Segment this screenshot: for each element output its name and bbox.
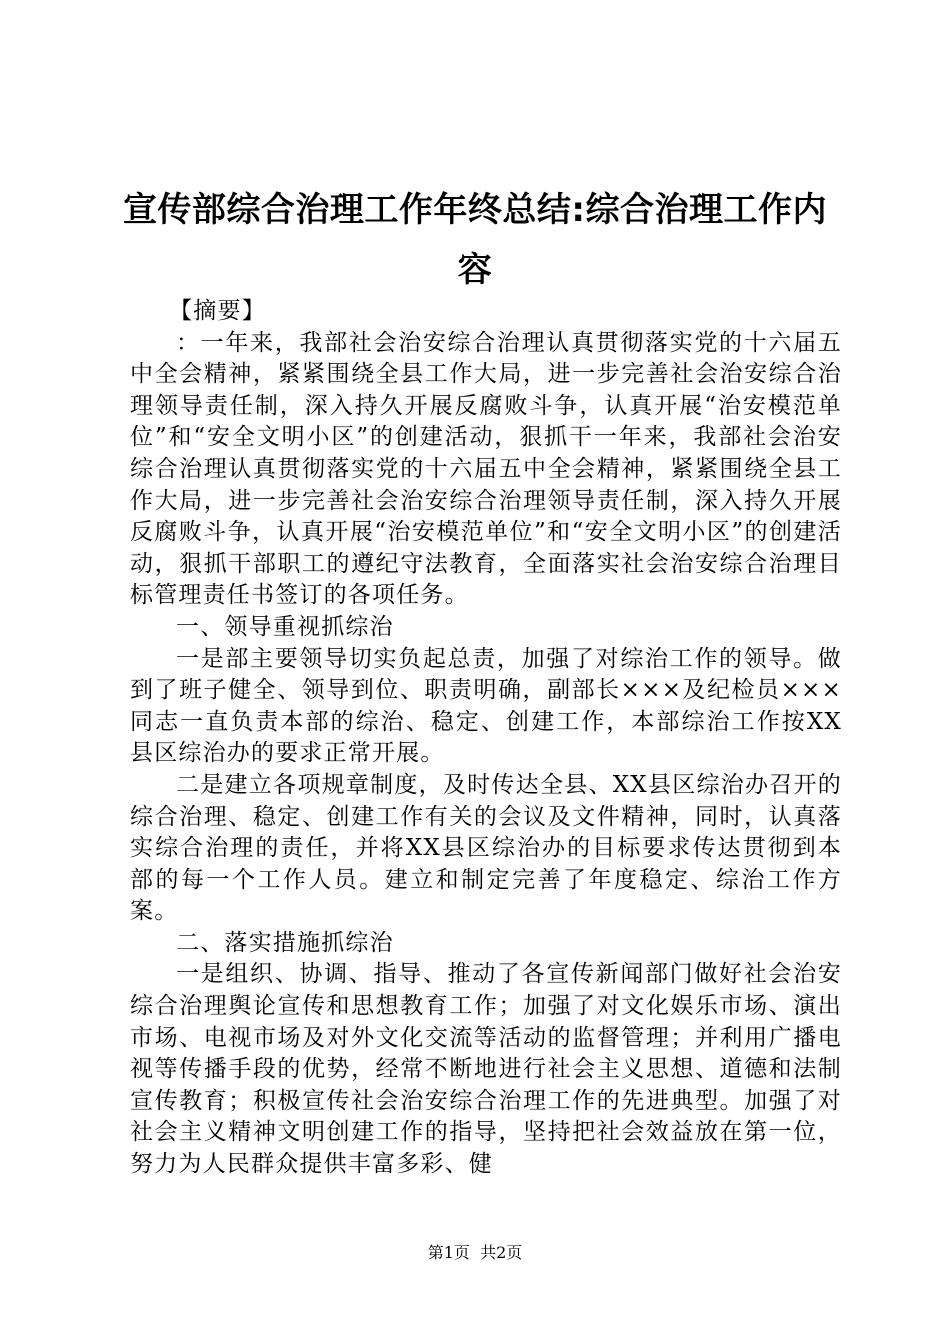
abstract-label: 【摘要】 <box>169 298 266 324</box>
body-paragraph: 一是部主要领导切实负起总责，加强了对综治工作的领导。做到了班子健全、领导到位、职责明确，副部长×××及纪检员×××同志一直负责本部的综治、稳定、创建工作，本部综治工作按XX县区综治办的要求正常开展。 <box>130 645 842 767</box>
section-heading-2: 二、落实措施抓综治 <box>176 929 394 956</box>
page-footer <box>0 1243 950 1263</box>
body-paragraph: 二是建立各项规章制度，及时传达全县、XX县区综治办召开的综合治理、稳定、创建工作有关的会议及文件精神，同时，认真落实综合治理的责任，并将XX县区综治办的目标要求传达贯彻到本部的每一个工作人员。建立和制定完善了年度稳定、综治工作方案。 <box>130 771 842 925</box>
section-heading-1: 一、领导重视抓综治 <box>176 613 394 640</box>
document-title: 宣传部综合治理工作年终总结:综合治理工作内容 <box>122 190 828 290</box>
document-body <box>130 296 842 1181</box>
page-number: 第1页 共2页 <box>427 1243 523 1262</box>
body-paragraph: 一是组织、协调、指导、推动了各宣传新闻部门做好社会治安综合治理舆论宣传和思想教育工作；加强了对文化娱乐市场、演出市场、电视市场及对外文化交流等活动的监督管理；并利用广播电视等传播手段的优势，经常不断地进行社会主义思想、道德和法制宣传教育；积极宣传社会治安综合治理工作的先进典型。加强了对社会主义精神文明创建工作的指导，坚持把社会效益放在第一位，努力为人民群众提供丰富多彩、健 <box>130 961 842 1178</box>
abstract-paragraph: ：一年来，我部社会治安综合治理认真贯彻落实党的十六届五中全会精神，紧紧围绕全县工作大局，进一步完善社会治安综合治理领导责任制，深入持久开展反腐败斗争，认真开展“治安模范单位”和“安全文明小区”的创建活动，狠抓干一年来，我部社会治安综合治理认真贯彻落实党的十六届五中全会精神，紧紧围绕全县工作大局，进一步完善社会治安综合治理领导责任制，深入持久开展反腐败斗争，认真开展“治安模范单位”和“安全文明小区”的创建活动，狠抓干部职工的遵纪守法教育，全面落实社会治安综合治理目标管理责任书签订的各项任务。 <box>130 329 842 609</box>
